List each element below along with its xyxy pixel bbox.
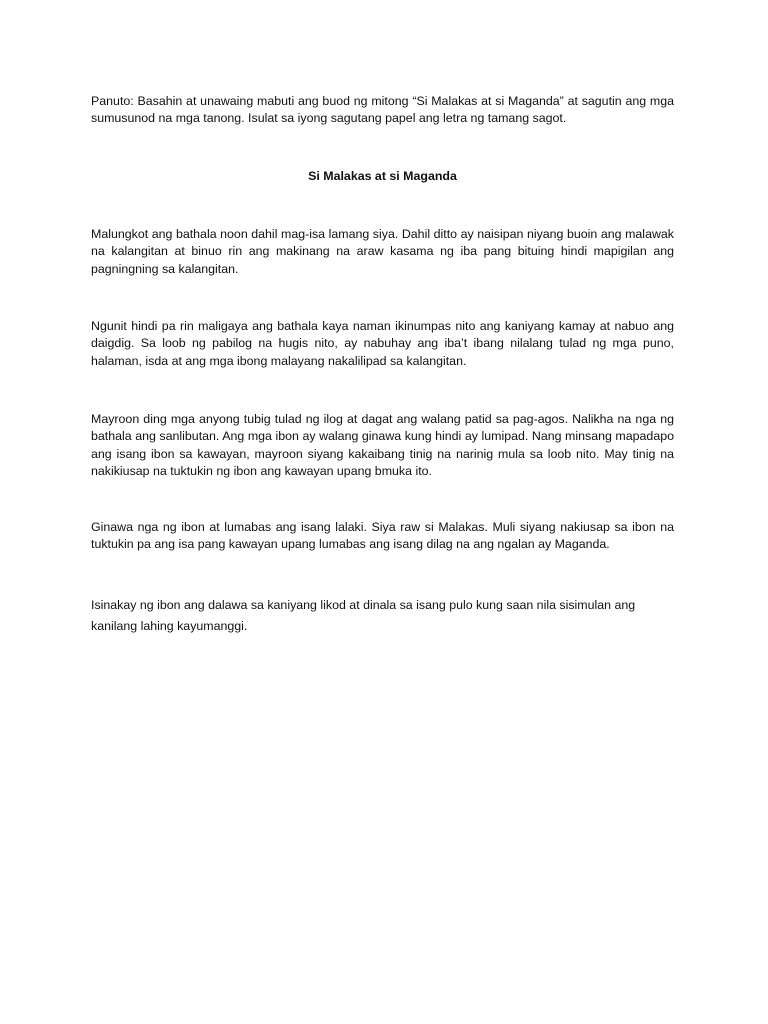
instructions-paragraph: Panuto: Basahin at unawaing mabuti ang buod ng mitong “Si Malakas at si Maganda” at sagutin ang mga sumusunod na mga tanong. Isulat sa iyong sagutang papel ang letra ng tamang sagot. [91, 94, 674, 126]
story-paragraph-5: Isinakay ng ibon ang dalawa sa kaniyang likod at dinala sa isang pulo kung saan nila sisimulan ang kanilang lahing kayumanggi. [91, 598, 636, 633]
story-paragraph-4: Ginawa nga ng ibon at lumabas ang isang lalaki. Siya raw si Malakas. Muli siyang nakiusap sa ibon na tuktukin pa ang isa pang kawayan upang lumabas ang isang dilag na ang ngalan ay Maganda. [91, 520, 674, 552]
story-paragraph-2: Ngunit hindi pa rin maligaya ang bathala kaya naman ikinumpas nito ang kaniyang kamay at nabuo ang daigdig. Sa loob ng pabilog na hugis nito, ay nabuhay ang iba’t ibang nilalang tulad ng mga puno, halaman, isda at ang mga ibong malayang nakalilipad sa kalangitan. [91, 319, 674, 368]
story-paragraph-3: Mayroon ding mga anyong tubig tulad ng ilog at dagat ang walang patid sa pag-agos. Nalikha na nga ng bathala ang sanlibutan. Ang mga ibon ay walang ginawa kung hindi ay lumipad. Nang minsang mapadapo ang isang ibon sa kawayan, mayroon siyang kakaibang tinig na narinig mula sa loob nito. May tinig na nakikiusap na tuktukin ng ibon ang kawayan upang bmuka ito. [91, 412, 674, 478]
story-title: Si Malakas at si Maganda [308, 169, 457, 183]
story-paragraph-1: Malungkot ang bathala noon dahil mag-isa lamang siya. Dahil ditto ay naisipan niyang buoin ang malawak na kalangitan at binuo rin ang makinang na araw kasama ng iba pang bituing hindi mapigilan ang pagningning sa kalangitan. [91, 227, 674, 276]
